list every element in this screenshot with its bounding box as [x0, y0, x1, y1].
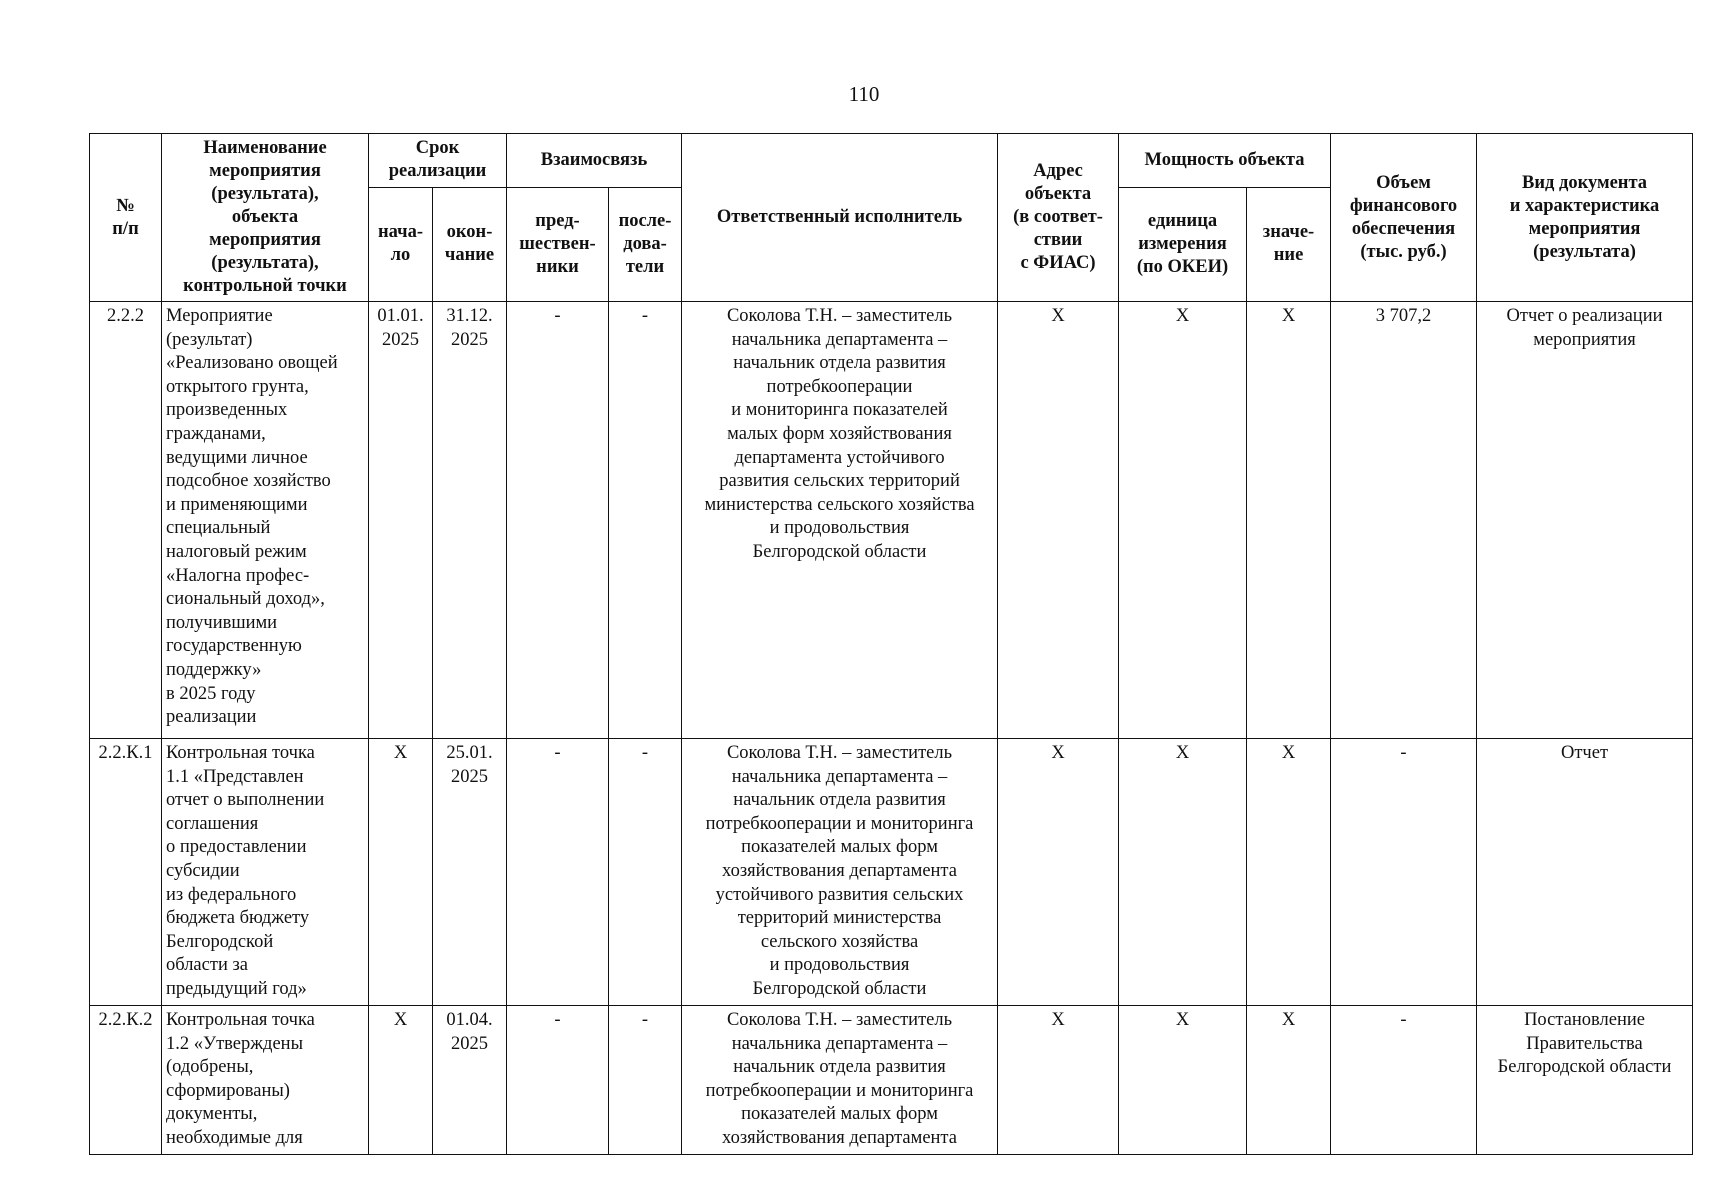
header-address: Адрес объекта (в соответ- ствии с ФИАС)	[998, 134, 1119, 302]
cell-next: -	[609, 302, 682, 739]
cell-end: 25.01. 2025	[433, 739, 507, 1006]
table-row	[90, 1006, 1693, 1155]
cell-start: 01.01. 2025	[369, 302, 433, 739]
header-num: № п/п	[90, 134, 162, 302]
cell-address: X	[998, 1006, 1119, 1155]
cell-address: X	[998, 739, 1119, 1006]
cell-prev: -	[507, 1006, 609, 1155]
cell-unit: X	[1119, 739, 1247, 1006]
cell-value: X	[1247, 739, 1331, 1006]
cell-value: X	[1247, 1006, 1331, 1155]
table-row	[90, 739, 1693, 1006]
header-link: Взаимосвязь	[507, 134, 682, 188]
cell-prev: -	[507, 739, 609, 1006]
cell-unit: X	[1119, 302, 1247, 739]
cell-unit: X	[1119, 1006, 1247, 1155]
cell-executor: Соколова Т.Н. – заместитель начальника департамента – начальник отдела развития потребкооперации и мониторинга показателей малых форм хозяйствования департамента устойчивого развития сельских территорий министерства сельского хозяйства и продовольствия Белгородской области	[682, 302, 998, 739]
cell-name: Контрольная точка 1.2 «Утверждены (одобрены, сформированы) документы, необходимые для	[162, 1006, 369, 1155]
cell-num: 2.2.К.1	[90, 739, 162, 1006]
plan-table	[89, 133, 1693, 1155]
cell-finance: 3 707,2	[1331, 302, 1477, 739]
cell-num: 2.2.2	[90, 302, 162, 739]
header-term-end: окон- чание	[433, 187, 507, 301]
cell-end: 31.12. 2025	[433, 302, 507, 739]
cell-executor: Соколова Т.Н. – заместитель начальника департамента – начальник отдела развития потребкооперации и мониторинга показателей малых форм хозяйствования департамента	[682, 1006, 998, 1155]
cell-next: -	[609, 739, 682, 1006]
header-capacity-value: значе- ние	[1247, 187, 1331, 301]
cell-doc: Отчет о реализации мероприятия	[1477, 302, 1693, 739]
cell-address: X	[998, 302, 1119, 739]
table-row	[90, 302, 1693, 739]
header-capacity: Мощность объекта	[1119, 134, 1331, 188]
header-term-start: нача- ло	[369, 187, 433, 301]
header-doc: Вид документа и характеристика мероприятия (результата)	[1477, 134, 1693, 302]
cell-next: -	[609, 1006, 682, 1155]
header-term: Срок реализации	[369, 134, 507, 188]
cell-doc: Постановление Правительства Белгородской области	[1477, 1006, 1693, 1155]
header-executor: Ответственный исполнитель	[682, 134, 998, 302]
header-link-next: после- дова- тели	[609, 187, 682, 301]
header-name: Наименование мероприятия (результата), объекта мероприятия (результата), контрольной точки	[162, 134, 369, 302]
cell-executor: Соколова Т.Н. – заместитель начальника департамента – начальник отдела развития потребкооперации и мониторинга показателей малых форм хозяйствования департамента устойчивого развития сельских территорий министерства сельского хозяйства и продовольствия Белгородской области	[682, 739, 998, 1006]
cell-end: 01.04. 2025	[433, 1006, 507, 1155]
cell-name: Контрольная точка 1.1 «Представлен отчет о выполнении соглашения о предоставлении субсидии из федерального бюджета бюджету Белгородской области за предыдущий год»	[162, 739, 369, 1006]
cell-num: 2.2.К.2	[90, 1006, 162, 1155]
header-capacity-unit: единица измерения (по ОКЕИ)	[1119, 187, 1247, 301]
cell-finance: -	[1331, 739, 1477, 1006]
cell-start: X	[369, 1006, 433, 1155]
header-link-prev: пред- шествен- ники	[507, 187, 609, 301]
cell-name: Мероприятие (результат) «Реализовано овощей открытого грунта, произведенных гражданами, ведущими личное подсобное хозяйство и применяющими специальный налоговый режим «Налогна профес- сиональный доход», получившими государственную поддержку» в 2025 году реализации	[162, 302, 369, 739]
cell-doc: Отчет	[1477, 739, 1693, 1006]
cell-prev: -	[507, 302, 609, 739]
cell-value: X	[1247, 302, 1331, 739]
cell-finance: -	[1331, 1006, 1477, 1155]
header-finance: Объем финансового обеспечения (тыс. руб.)	[1331, 134, 1477, 302]
cell-start: X	[369, 739, 433, 1006]
page-number: 110	[848, 82, 880, 106]
